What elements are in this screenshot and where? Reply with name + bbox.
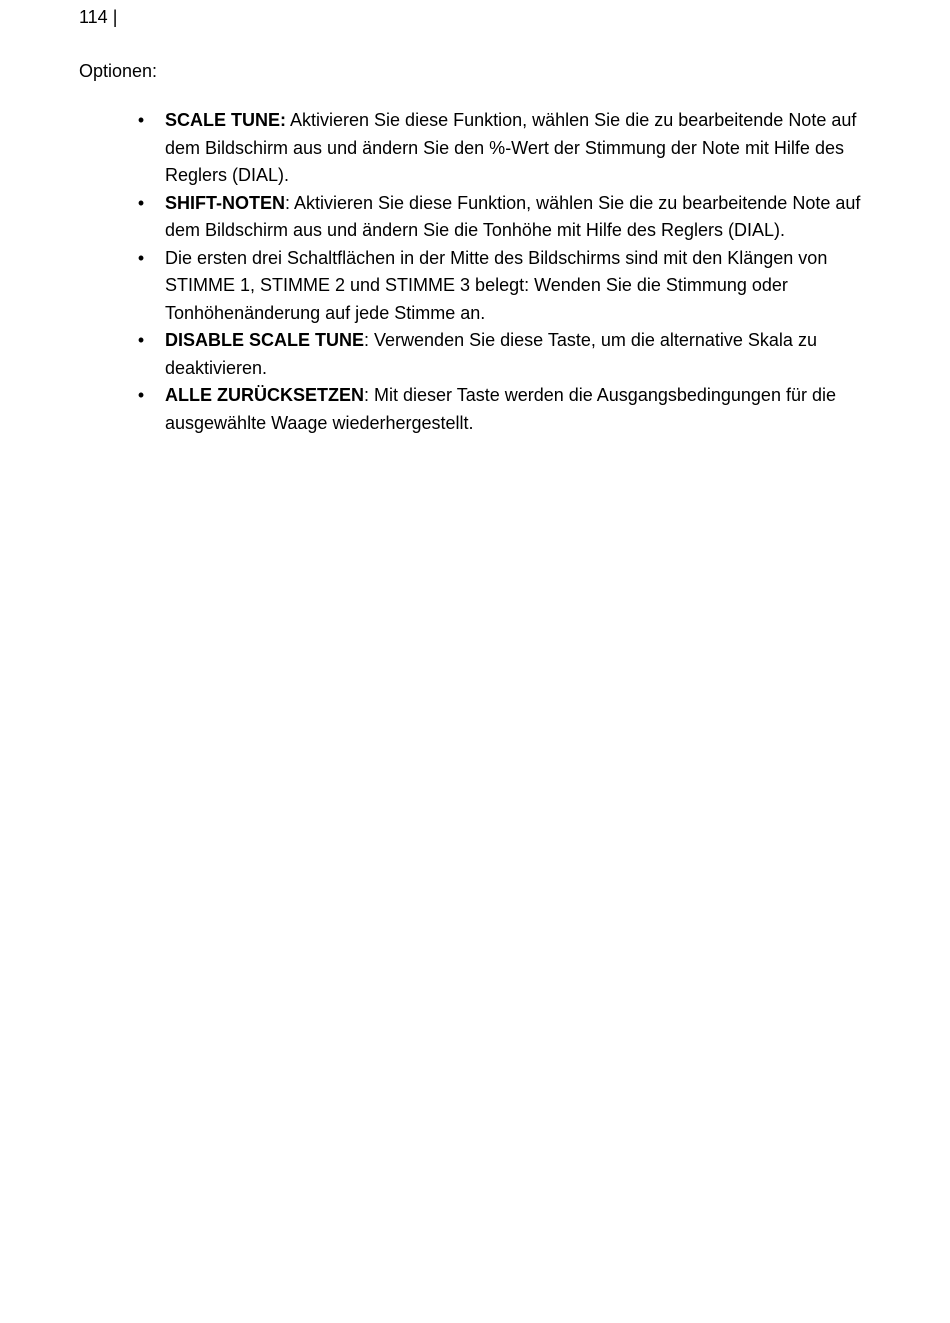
bullet-icon: • — [137, 247, 145, 268]
bullet-icon: • — [137, 330, 145, 350]
option-description: : Aktivieren Sie diese Funktion, wählen Sie die zu bearbeitende Note auf dem Bildschirm aus und ändern Sie die Tonhöhe mit Hilfe des Reglers (DIAL). — [165, 192, 861, 240]
option-term: ALLE ZURÜCKSETZEN — [165, 385, 364, 405]
option-term: DISABLE SCALE TUNE — [165, 330, 365, 350]
option-description: Aktivieren Sie diese Funktion, wählen Sie die zu bearbeitende Note auf dem Bildschirm aus und ändern Sie den %-Wert der Stimmung der Note mit Hilfe des Reglers (DIAL). — [165, 110, 857, 185]
bullet-icon: • — [137, 385, 145, 405]
list-item-alle-zuruecksetzen — [137, 382, 870, 437]
bullet-icon: • — [137, 192, 145, 213]
list-item-shift-noten — [137, 190, 870, 245]
option-term: SCALE TUNE: — [165, 110, 286, 130]
bullet-icon: • — [137, 110, 145, 130]
option-description: Die ersten drei Schaltflächen in der Mitte des Bildschirms sind mit den Klängen von STIMME 1, STIMME 2 und STIMME 3 belegt: Wenden Sie die Stimmung oder Tonhöhenänderung auf jede Stimme an. — [165, 247, 828, 323]
options-intro: Optionen: — [79, 61, 158, 81]
page-number: 114 | — [79, 7, 118, 27]
option-description: : Mit dieser Taste werden die Ausgangsbedingungen für die ausgewählte Waage wiederhergestellt. — [165, 385, 836, 433]
list-item-voice-buttons — [137, 245, 870, 328]
option-term: SHIFT-NOTEN — [165, 192, 285, 213]
option-description: : Verwenden Sie diese Taste, um die alternative Skala zu deaktivieren. — [165, 330, 817, 378]
list-item-scale-tune — [137, 107, 870, 190]
options-list — [137, 107, 870, 437]
list-item-disable-scale-tune — [137, 327, 870, 382]
